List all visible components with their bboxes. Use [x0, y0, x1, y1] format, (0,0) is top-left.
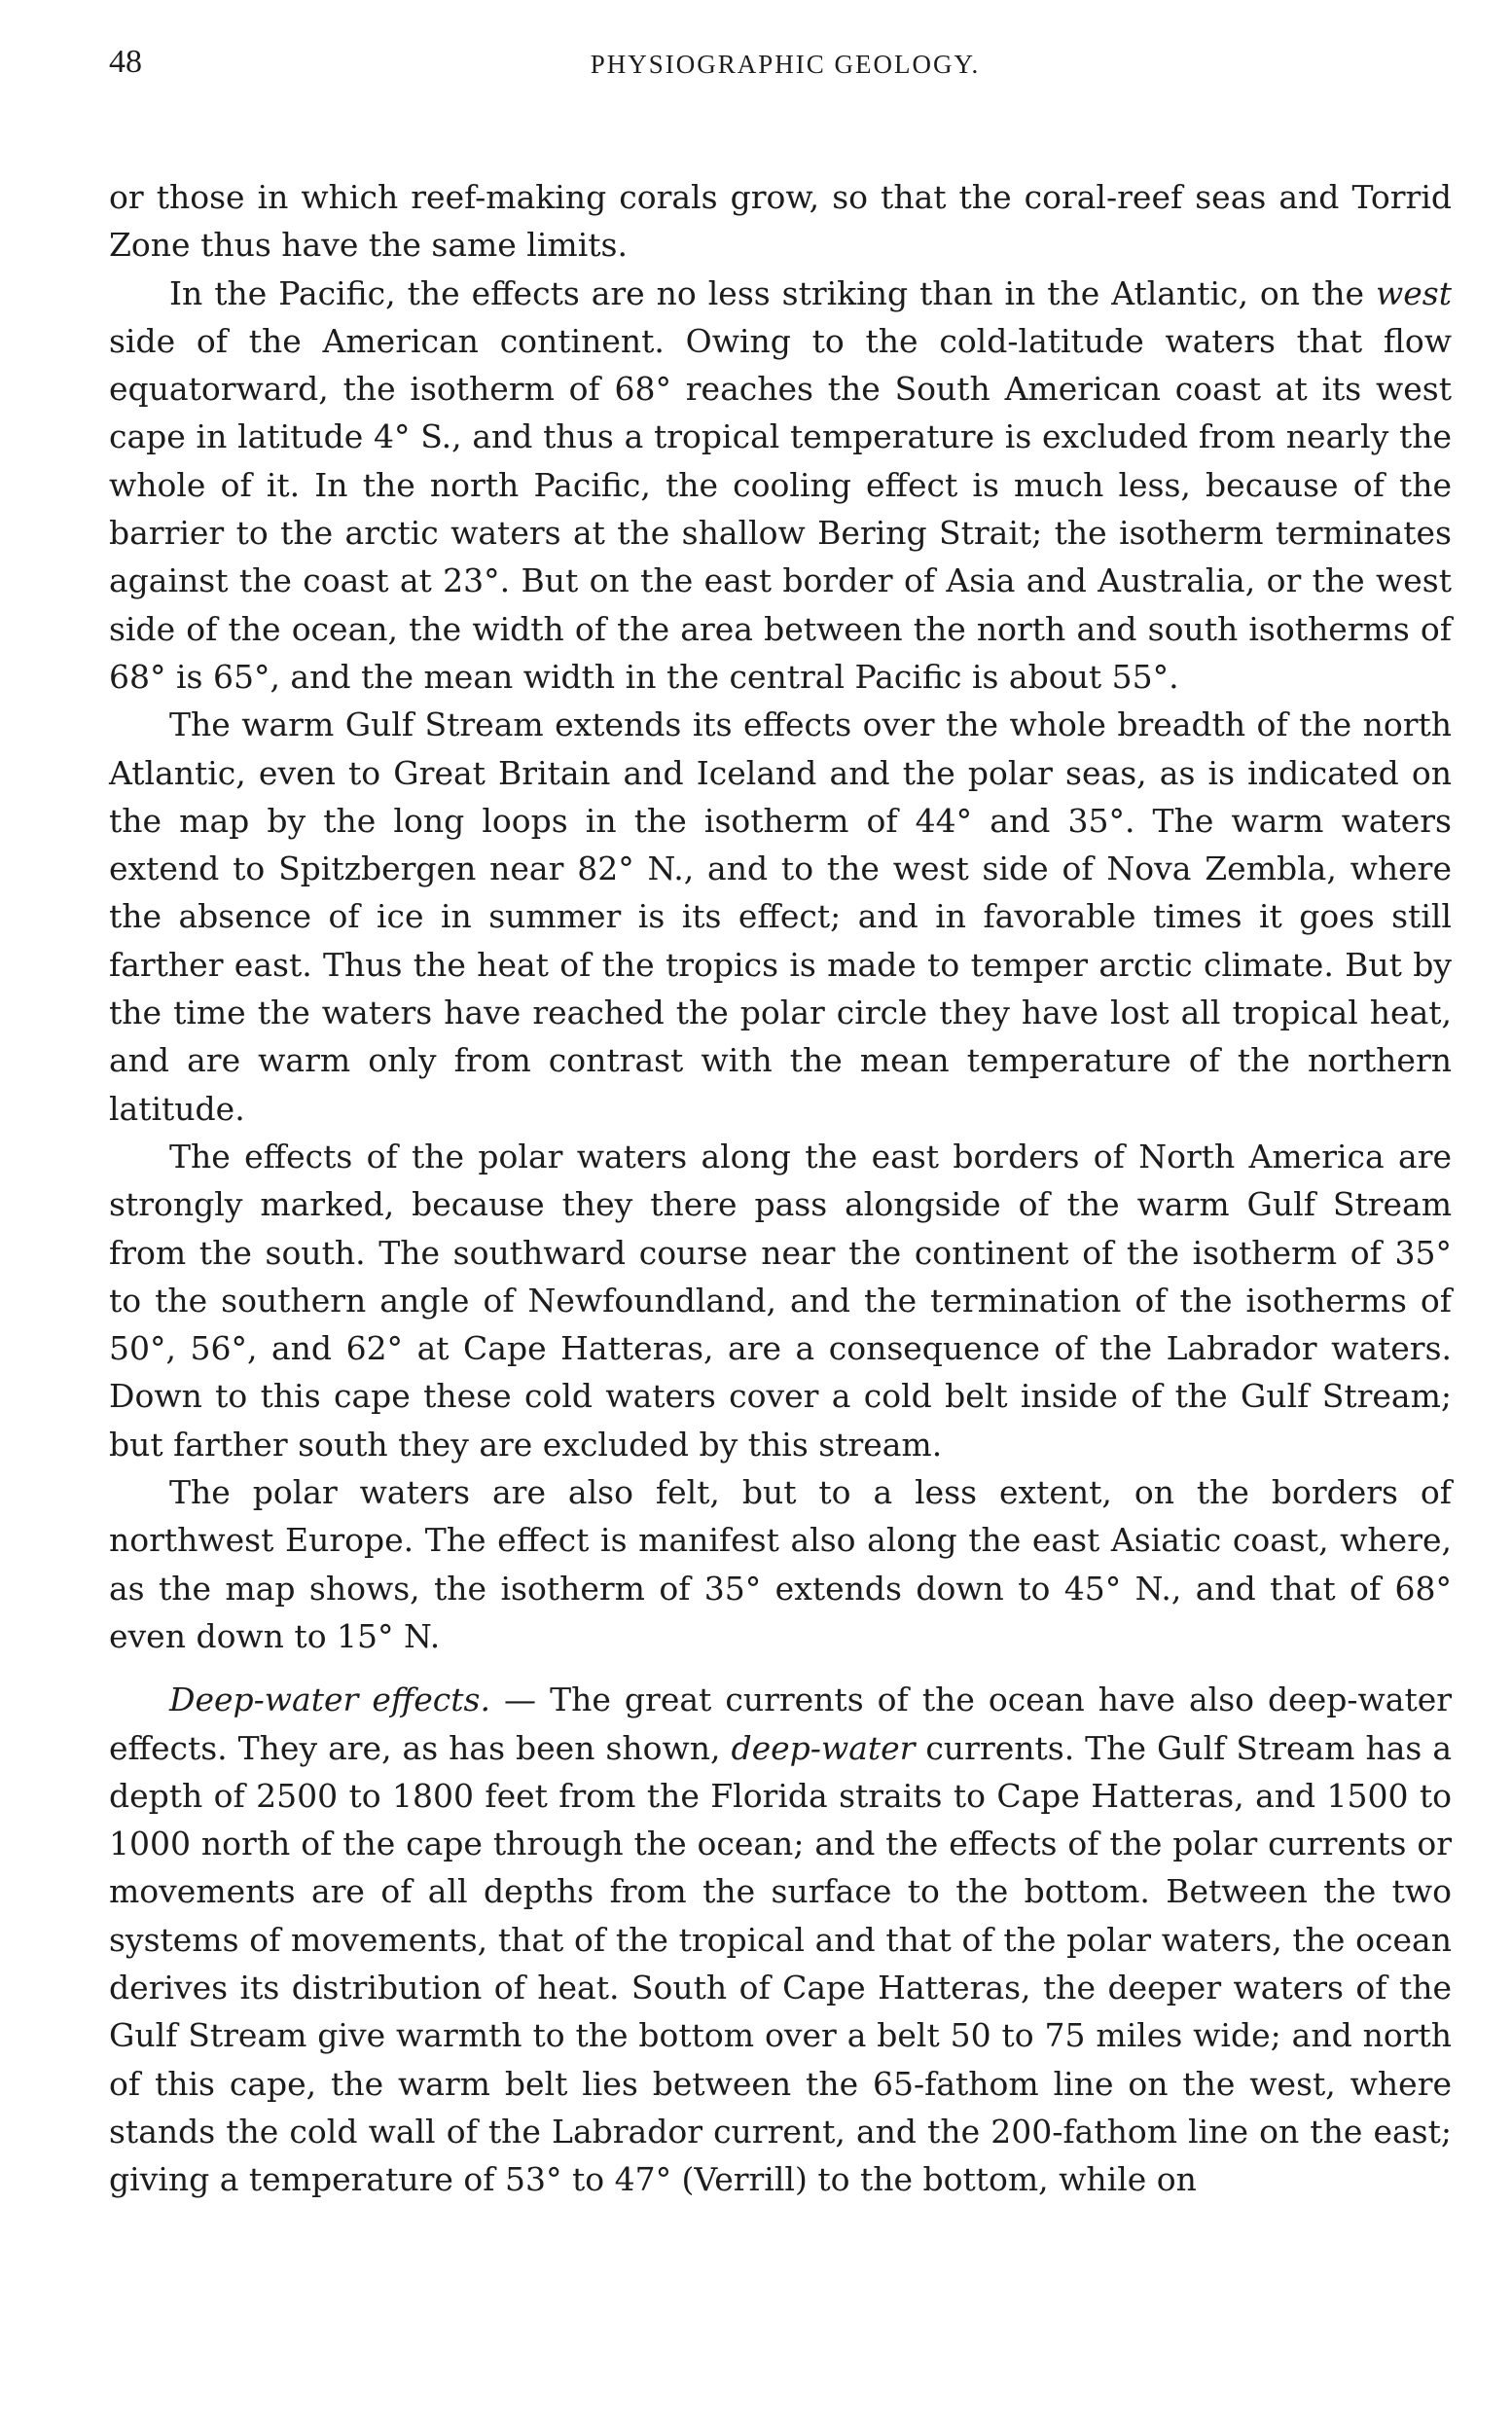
- paragraph-deep-water-text-end: currents. The Gulf Stream has a depth of 2500 to 1800 feet from the Florida straits to Cape Hatteras, and 1500 to 1000 north of the cape through the ocean; and the effects of the polar currents or movements are of all depths from the surface to the bottom. Between the two systems of movements, that of the tropical and that of the polar waters, the ocean derives its distribution of heat. South of Cape Hatteras, the deeper waters of the Gulf Stream give warmth to the bottom over a belt 50 to 75 miles wide; and north of this cape, the warm belt lies between the 65-fathom line on the west, where stands the cold wall of the Labrador current, and the 200-fathom line on the east; giving a temperature of 53° to 47° (Verrill) to the bottom, while on: [109, 1728, 1452, 2199]
- body-text: [109, 173, 1452, 2203]
- paragraph-polar-waters-america: The effects of the polar waters along the east borders of North America are strongly marked, because they there pass alongside of the warm Gulf Stream from the south. The southward course near the continent of the isotherm of 35° to the southern angle of Newfoundland, and the termination of the isotherms of 50°, 56°, and 62° at Cape Hatteras, are a consequence of the Labrador waters. Down to this cape these cold waters cover a cold belt inside of the Gulf Stream; but farther south they are excluded by this stream.: [109, 1137, 1452, 1464]
- paragraph-pacific-text-start: In the Pacific, the effects are no less striking than in the Atlantic, on the: [169, 273, 1377, 312]
- paragraph-gulf-stream: The warm Gulf Stream extends its effects over the whole breadth of the north Atlantic, even to Great Britain and Iceland and the polar seas, as is indicated on the map by the long loops in the isotherm of 44° and 35°. The warm waters extend to Spitzbergen near 82° N., and to the west side of Nova Zembla, where the absence of ice in summer is its effect; and in favorable times it goes still farther east. Thus the heat of the tropics is made to temper arctic climate. But by the time the waters have reached the polar circle they have lost all tropical heat, and are warm only from contrast with the mean temperature of the northern latitude.: [109, 705, 1452, 1128]
- running-title: PHYSIOGRAPHIC GEOLOGY.: [590, 50, 981, 79]
- paragraph-pacific: [109, 270, 1452, 702]
- page-number: 48: [109, 44, 142, 80]
- emphasis-deep-water: deep-water: [731, 1728, 916, 1767]
- book-page: [109, 43, 1452, 2203]
- paragraph-polar-waters-europe: The polar waters are also felt, but to a less extent, on the borders of northwest Europe. The effect is manifest also along the east Asiatic coast, where, as the map shows, the isotherm of 35° extends down to 45° N., and that of 68° even down to 15° N.: [109, 1473, 1452, 1655]
- paragraph-deep-water-text-start: — The great currents of the ocean have also deep-water effects. They are, as has been shown,: [109, 1681, 1453, 1767]
- emphasis-west: west: [1376, 273, 1452, 312]
- paragraph-continuation: or those in which reef-making corals grow, so that the coral-reef seas and Torrid Zone thus have the same limits.: [109, 178, 1452, 265]
- page-header: [109, 43, 1452, 82]
- section-heading-deep-water-effects: Deep-water effects.: [169, 1681, 490, 1719]
- paragraph-pacific-text-end: side of the American continent. Owing to the cold-latitude waters that flow equatorward, the isotherm of 68° reaches the South American coast at its west cape in latitude 4° S., and thus a tropical temperature is excluded from nearly the whole of it. In the north Pacific, the cooling effect is much less, because of the barrier to the arctic waters at the shallow Bering Strait; the isotherm terminates against the coast at 23°. But on the east border of Asia and Australia, or the west side of the ocean, the width of the area between the north and south isotherms of 68° is 65°, and the mean width in the central Pacific is about 55°.: [109, 321, 1452, 696]
- paragraph-deep-water-effects: [109, 1676, 1452, 2203]
